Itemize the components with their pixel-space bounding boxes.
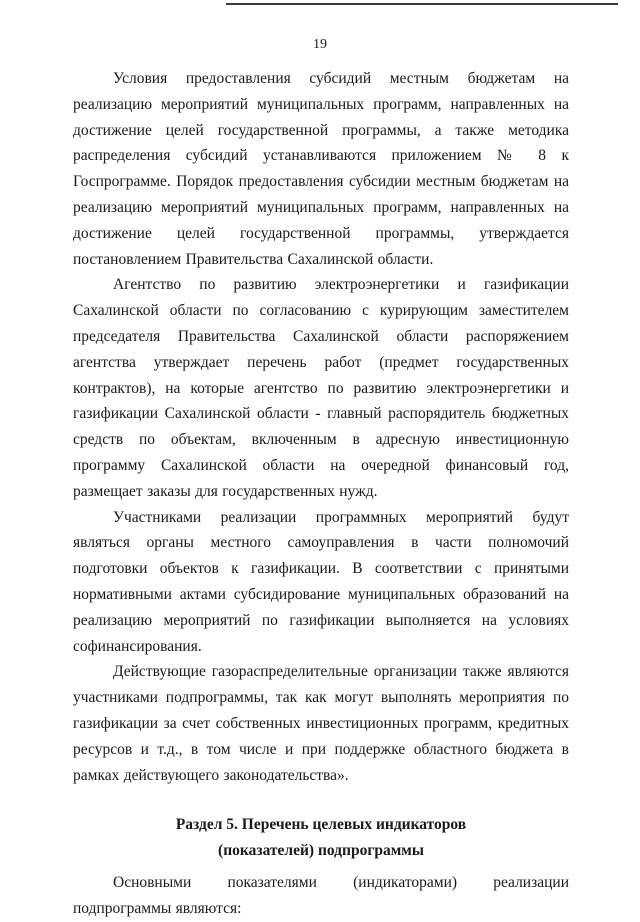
paragraph-indicators-intro: Основными показателями (индикаторами) реализации подпрограммы являются: [73, 874, 569, 918]
section-heading-line-2: (показателей) подпрограммы [218, 842, 424, 860]
section-heading [73, 812, 569, 864]
paragraph-subsidy-conditions: Условия предоставления субсидий местным бюджетам на реализацию мероприятий муниципальных программ, направленных на достижение целей государственной программы, а также методика распределения субсидий устанавливаются приложением № 8 к Госпрограмме. Порядок предоставления субсидии местным бюджетам на реализацию мероприятий муниципальных программ, направленных на достижение целей государственной программы, утверждается постановлением Правительства Сахалинской области. [73, 70, 569, 268]
paragraph-participants: Участниками реализации программных мероприятий будут являться органы местного самоуправления в части полномочий подготовки объектов к газификации. В соответствии с принятыми нормативными актами субсидирование муниципальных образований на реализацию мероприятий по газификации выполняется на условиях софинансирования. [73, 508, 569, 655]
paragraph-gas-organizations: Действующие газораспределительные организации также являются участниками подпрограммы, так как могут выполнять мероприятия по газификации за счет собственных инвестиционных программ, кредитных ресурсов и т.д., в том числе и при поддержке областного бюджета в рамках действующего законодательства». [73, 663, 569, 784]
section-heading-line-1: Раздел 5. Перечень целевых индикаторов [175, 816, 467, 834]
paragraph-agency-works: Агентство по развитию электроэнергетики и газификации Сахалинской области по согласованию с курирующим заместителем председателя Правительства Сахалинской области распоряжением агентства утверждает перечень работ (предмет государственных контрактов), на которые агентство по развитию электроэнергетики и газификации Сахалинской области - главный распорядитель бюджетных средств по объектам, включенным в адресную инвестиционную программу Сахалинской области на очередной финансовый год, размещает заказы для государственных нужд. [73, 276, 569, 500]
document-body [73, 66, 569, 922]
page-number: 19 [313, 37, 327, 52]
top-border-line [226, 3, 618, 5]
